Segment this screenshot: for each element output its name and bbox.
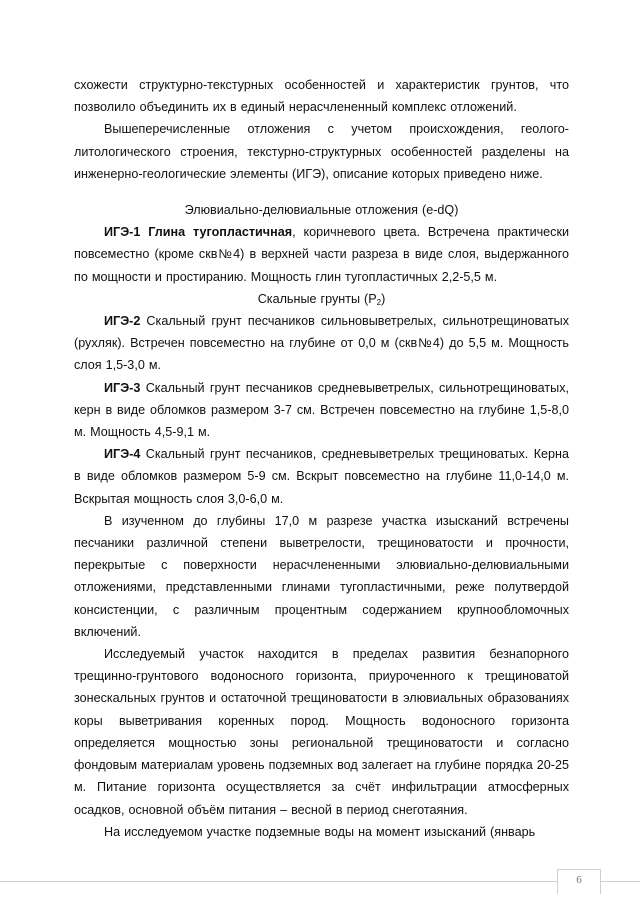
rock-heading-text: Скальные грунты (P: [257, 291, 377, 306]
section-heading-rock: [74, 288, 569, 310]
ige-3-text: Скальный грунт песчаников средневыветрелых, сильнотрещиноватых, керн в виде обломков размером 3-7 см. Встречен повсеместно на глубине 1,5-8,0 м. Мощность 4,5-9,1 м.: [74, 380, 569, 440]
paragraph-ige-division: Вышеперечисленные отложения с учетом происхождения, геолого-литологического строения, текстурно-структурных особенностей разделены на инженерно-геологические элементы (ИГЭ), описание которых приведено ниже.: [74, 122, 569, 181]
page-number-box: [557, 869, 601, 894]
footer-divider: [0, 881, 640, 882]
rock-heading-close: ): [381, 291, 386, 306]
paragraph-studied-depth: В изученном до глубины 17,0 м разрезе участка изысканий встречены песчаники различной степени выветрелости, трещиноватости и прочности, перекрытые с поверхности нерасчлененными элювиально-делювиальными отложениями, представленными глинами тугопластичными, реже полутвердой консистенции, с различным процентным содержанием крупнообломочных включений.: [74, 513, 569, 639]
rock-heading-subscript: 2: [376, 297, 382, 307]
ige-1-text: , коричневого цвета. Встречена практически повсеместно (кроме скв№4) в верхней части разреза в виде слоя, выдержанного по мощности и простиранию. Мощность глин тугопластичных 2,2-5,5 м.: [74, 225, 570, 284]
ige-3-label: ИГЭ-3: [104, 380, 141, 395]
paragraph-groundwater: Исследуемый участок находится в пределах развития безнапорного трещинно-грунтового водоносного горизонта, приуроченного к трещиноватой зонескальных грунтов и остаточной трещиноватости в элювиальных образованиях коры выветривания коренных пород. Мощность водоносного горизонта определяется мощностью зоны региональной трещиноватости и согласно фондовым материалам уровень подземных вод залегает на глубине порядка 20-25 м. Питание горизонта осуществляется за счёт инфильтрации атмосферных осадков, основной объём питания – весной в период снеготаяния.: [74, 647, 569, 817]
page-number: 6: [576, 874, 582, 886]
ige-1-label: ИГЭ-1 Глина тугопластичная: [104, 225, 293, 240]
ige-2-text: Скальный грунт песчаников сильновыветрелых, сильнотрещиноватых (рухляк). Встречен повсеместно на глубине от 0,0 м (скв№4) до 5,5 м. Мощность слоя 1,5-3,0 м.: [74, 314, 569, 373]
paragraph-groundwater-survey: На исследуемом участке подземные воды на момент изысканий (январь: [104, 824, 536, 839]
document-body: [74, 74, 569, 843]
ige-2-label: ИГЭ-2: [104, 314, 141, 329]
paragraph-continuation: схожести структурно-текстурных особенностей и характеристик грунтов, что позволило объединить их в единый нерасчлененный комплекс отложений.: [74, 78, 569, 115]
paragraph-ige-1: [74, 221, 569, 288]
section-heading-eluvial: Элювиально-делювиальные отложения (e-dQ): [184, 203, 459, 218]
ige-4-label: ИГЭ-4: [104, 447, 141, 462]
ige-4-text: Скальный грунт песчаников, средневыветрелых трещиноватых. Керна в виде обломков размером 5-9 см. Вскрыт повсеместно на глубине 11,0-14,0 м. Вскрытая мощность слоя 3,0-6,0 м.: [74, 447, 569, 506]
paragraph-ige-4: [74, 443, 569, 510]
paragraph-ige-2: [74, 310, 569, 377]
paragraph-ige-3: [74, 377, 569, 444]
